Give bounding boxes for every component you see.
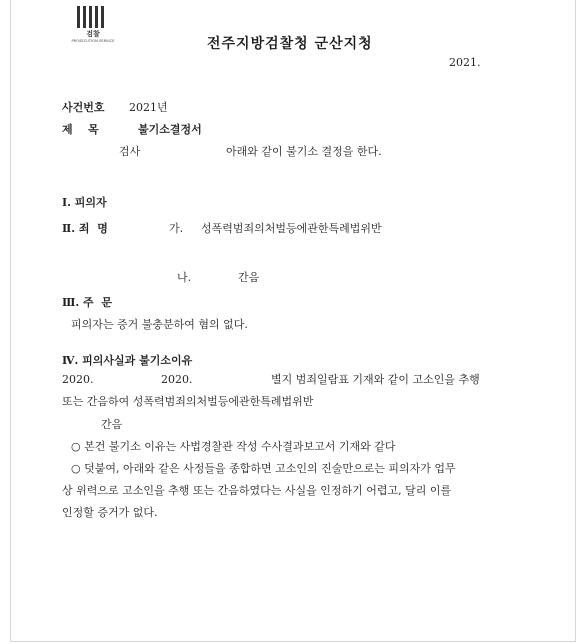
case-number-label: 사건번호 <box>62 101 105 114</box>
reason-bullet-2-line-1: ○ 덧붙여, 아래와 같은 사정들을 종합하면 고소인의 진술만으로는 피의자가 업무 <box>71 462 456 475</box>
body-date-b: 2020. <box>161 373 193 386</box>
charge-a-text: 성폭력범죄의처벌등에관한특례법위반 <box>201 222 382 235</box>
body-line-2: 또는 간음하여 성폭력범죄의처벌등에관한특례법위반 <box>62 395 314 408</box>
section-3-heading: Ⅲ. 주 문 <box>62 296 112 309</box>
charge-b-mark: 나. <box>177 271 192 284</box>
subject-value: 불기소결정서 <box>138 123 202 136</box>
document-page <box>10 0 576 642</box>
document-date: 2021. <box>449 56 481 69</box>
reason-bullet-1: ○ 본건 불기소 이유는 사법경찰관 작성 수사결과보고서 기재와 같다 <box>71 440 396 453</box>
prosecution-service-logo <box>65 6 121 46</box>
prosecutor-statement: 아래와 같이 불기소 결정을 한다. <box>226 145 382 158</box>
reason-bullet-2-line-3: 인정할 증거가 없다. <box>62 506 158 519</box>
disposition-text: 피의자는 증거 불충분하여 혐의 없다. <box>71 318 248 331</box>
case-number-value: 2021년 <box>129 101 168 114</box>
charge-b-text: 간음 <box>238 271 260 284</box>
body-date-a: 2020. <box>62 373 94 386</box>
subject-label: 제 목 <box>62 123 99 136</box>
prosecutor-label: 검사 <box>119 145 141 158</box>
body-line-3: 간음 <box>101 418 123 431</box>
reason-bullet-2-line-2: 상 위력으로 고소인을 추행 또는 간음하였다는 사실을 인정하기 어렵고, 달리 이를 <box>62 484 452 497</box>
logo-text: 검찰 <box>86 30 100 38</box>
logo-subtext: PROSECUTION SERVICE <box>71 39 115 43</box>
body-line-1: 별지 범죄일람표 기재와 같이 고소인을 추행 <box>271 373 480 386</box>
logo-bars-icon <box>77 6 107 30</box>
section-4-heading: Ⅳ. 피의사실과 불기소이유 <box>62 354 193 367</box>
section-2-heading: Ⅱ. 죄 명 <box>62 222 108 235</box>
office-title: 전주지방검찰청 군산지청 <box>207 36 373 52</box>
charge-a-mark: 가. <box>169 222 184 235</box>
section-1-heading: Ⅰ. 피의자 <box>62 196 107 209</box>
